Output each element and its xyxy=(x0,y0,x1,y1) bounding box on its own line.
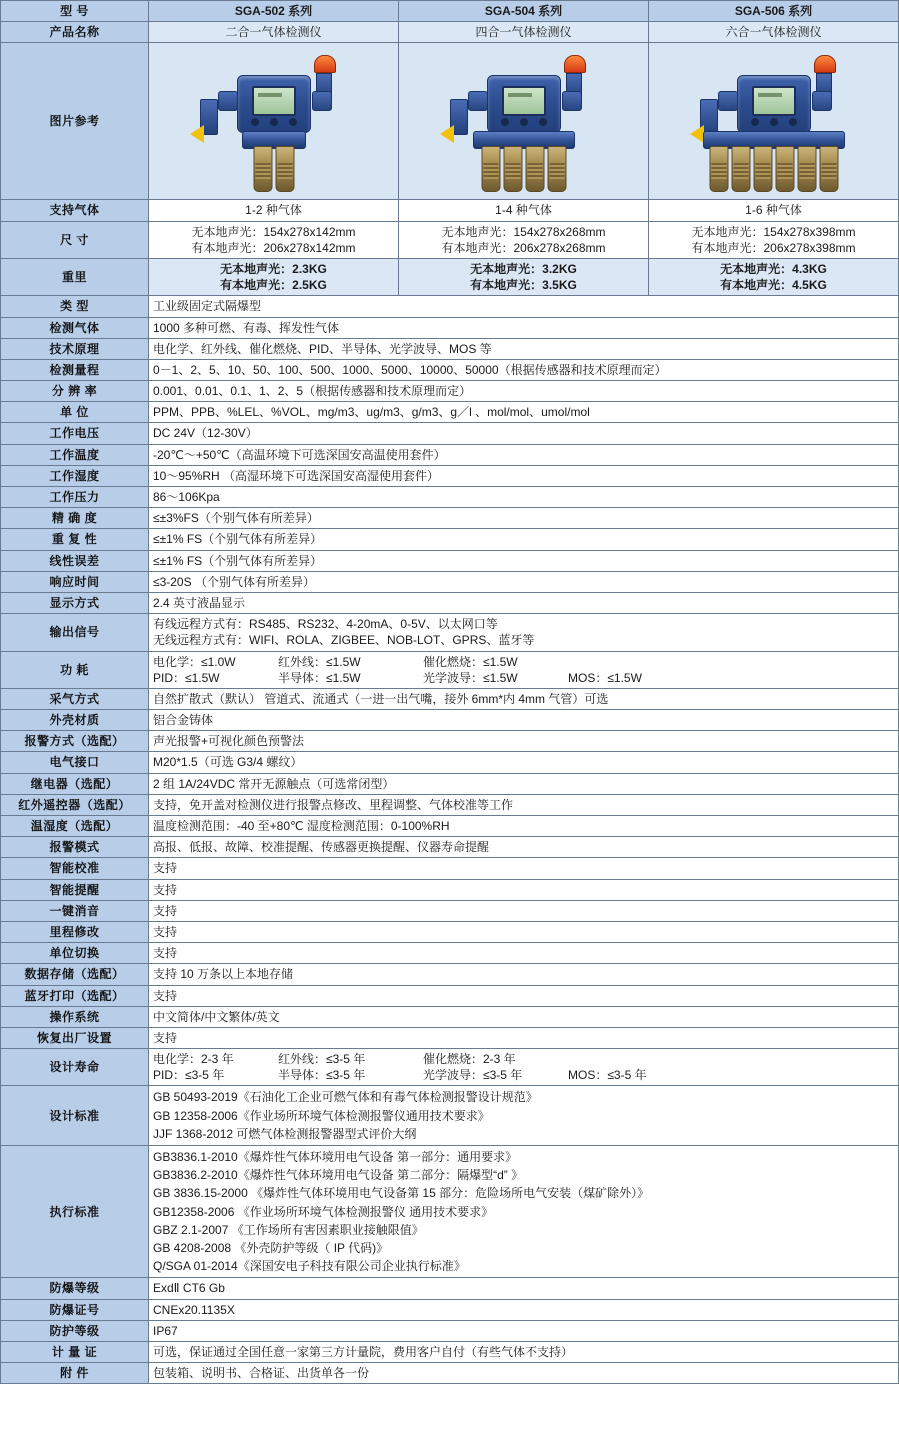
weight-3-line2: 有本地声光：4.5KG xyxy=(720,278,827,293)
row-value-ip-grade: IP67 xyxy=(149,1320,899,1341)
exec-standard-line-1: GB3836.1-2010《爆炸性气体环境用电气设备 第一部分：通用要求》 xyxy=(153,1150,518,1164)
table-row-accessories xyxy=(1,1363,899,1384)
row-value-linearity: ≤±1% FS（个别气体有所差异） xyxy=(149,550,899,571)
table-row-ip-grade xyxy=(1,1320,899,1341)
life-catalytic: 催化燃烧：2-3 年 xyxy=(423,1052,516,1067)
row-value-housing: 铝合金铸体 xyxy=(149,710,899,731)
design-standard-line-3: JJF 1368-2012 可燃气体检测报警器型式评价大纲 xyxy=(153,1126,417,1141)
row-label-exec-standard: 执行标准 xyxy=(1,1146,149,1278)
table-row-size xyxy=(1,221,899,258)
detector-buttons xyxy=(251,118,297,126)
cable-gland-right xyxy=(562,91,582,111)
sensor-group xyxy=(481,146,566,192)
weight-3 xyxy=(649,258,899,295)
product-name-1: 二合一气体检测仪 xyxy=(149,22,399,43)
table-row-linearity xyxy=(1,550,899,571)
table-row-exec-standard xyxy=(1,1146,899,1278)
row-value-sampling: 自然扩散式（默认） 管道式、流通式（一进一出气嘴，接外 6mm*内 4mm 气管）可选 xyxy=(149,688,899,709)
power-pid: PID：≤1.5W xyxy=(153,670,220,685)
table-row-housing xyxy=(1,710,899,731)
weight-3-line1: 无本地声光：4.3KG xyxy=(720,261,827,276)
exec-standard-line-5: GBZ 2.1-2007 《工作场所有害因素职业接触限值》 xyxy=(153,1222,424,1237)
row-label-work-pressure: 工作压力 xyxy=(1,487,149,508)
gas-detector-illustration-4 xyxy=(431,47,616,195)
product-name-2: 四合一气体检测仪 xyxy=(399,22,649,43)
table-row-data-storage xyxy=(1,964,899,985)
sensor-group xyxy=(709,146,838,192)
row-label-relay: 继电器（选配） xyxy=(1,773,149,794)
row-label-resolution: 分 辨 率 xyxy=(1,381,149,402)
row-label-unit: 单 位 xyxy=(1,402,149,423)
row-value-smart-reminder: 支持 xyxy=(149,879,899,900)
row-value-voltage: DC 24V（12-30V） xyxy=(149,423,899,444)
row-label-ir-remote: 红外遥控器（选配） xyxy=(1,794,149,815)
gas-detector-illustration-2 xyxy=(199,47,349,195)
table-row-voltage xyxy=(1,423,899,444)
row-label-size: 尺 寸 xyxy=(1,221,149,258)
row-value-display: 2.4 英寸液晶显示 xyxy=(149,592,899,613)
product-image-2 xyxy=(399,43,649,200)
table-row-type xyxy=(1,296,899,317)
table-row-model xyxy=(1,1,899,22)
row-value-exec-standard xyxy=(149,1146,899,1278)
row-value-work-pressure: 86～106Kpa xyxy=(149,487,899,508)
model-col-1: SGA-502 系列 xyxy=(149,1,399,22)
exec-standard-line-7: Q/SGA 01-2014《深国安电子科技有限公司企业执行标准》 xyxy=(153,1259,466,1274)
table-row-relay xyxy=(1,773,899,794)
row-label-accuracy: 精 确 度 xyxy=(1,508,149,529)
life-optical: 光学波导：≤3-5 年 xyxy=(423,1068,523,1083)
row-value-electrical-port: M20*1.5（可选 G3/4 螺纹） xyxy=(149,752,899,773)
row-value-data-storage: 支持 10 万条以上本地存储 xyxy=(149,964,899,985)
row-label-output-signal: 输出信号 xyxy=(1,614,149,651)
table-row-smart-reminder xyxy=(1,879,899,900)
cable-gland-left xyxy=(218,91,238,111)
row-value-unit: PPM、PPB、%LEL、%VOL、mg/m3、ug/m3、g/m3、g／l 、mol/mol、umol/mol xyxy=(149,402,899,423)
row-label-type: 类 型 xyxy=(1,296,149,317)
life-pid: PID：≤3-5 年 xyxy=(153,1068,225,1083)
row-value-repeatability: ≤±1% FS（个别气体有所差异） xyxy=(149,529,899,550)
alarm-light-icon xyxy=(814,55,834,95)
weight-1 xyxy=(149,258,399,295)
row-label-factory-reset: 恢复出厂设置 xyxy=(1,1027,149,1048)
row-label-display: 显示方式 xyxy=(1,592,149,613)
row-label-alarm-type: 报警方式（选配） xyxy=(1,731,149,752)
table-row-sampling xyxy=(1,688,899,709)
row-value-design-life xyxy=(149,1049,899,1086)
table-row-weight xyxy=(1,258,899,295)
row-value-relay: 2 组 1A/24VDC 常开无源触点（可选常闭型） xyxy=(149,773,899,794)
row-label-tech-principle: 技术原理 xyxy=(1,338,149,359)
table-row-ir-remote xyxy=(1,794,899,815)
row-value-metrology-cert: 可选，保证通过全国任意一家第三方计量院，费用客户自付（有些气体不支持） xyxy=(149,1341,899,1362)
table-row-os xyxy=(1,1006,899,1027)
table-row-image-ref xyxy=(1,43,899,200)
life-semiconductor: 半导体：≤3-5 年 xyxy=(278,1068,366,1083)
model-col-3: SGA-506 系列 xyxy=(649,1,899,22)
table-row-support-gas xyxy=(1,200,899,221)
row-label-linearity: 线性误差 xyxy=(1,550,149,571)
row-value-ir-remote: 支持，免开盖对检测仪进行报警点修改、里程调整、气体校准等工作 xyxy=(149,794,899,815)
row-value-mute: 支持 xyxy=(149,900,899,921)
life-infrared: 红外线：≤3-5 年 xyxy=(278,1052,366,1067)
row-label-ex-grade: 防爆等级 xyxy=(1,1278,149,1299)
life-mos: MOS：≤3-5 年 xyxy=(568,1068,647,1083)
table-row-power xyxy=(1,651,899,688)
row-label-metrology-cert: 计 量 证 xyxy=(1,1341,149,1362)
weight-2-line1: 无本地声光：3.2KG xyxy=(470,261,577,276)
row-label-range: 检测量程 xyxy=(1,359,149,380)
size-1 xyxy=(149,221,399,258)
size-1-line1: 无本地声光：154x278x142mm xyxy=(191,224,356,239)
row-label-housing: 外壳材质 xyxy=(1,710,149,731)
detector-display xyxy=(752,86,796,116)
product-name-3: 六合一气体检测仪 xyxy=(649,22,899,43)
table-row-display xyxy=(1,592,899,613)
row-label-product-name: 产品名称 xyxy=(1,22,149,43)
table-row-tech-principle xyxy=(1,338,899,359)
row-value-bluetooth-print: 支持 xyxy=(149,985,899,1006)
table-row-smart-calibration xyxy=(1,858,899,879)
table-row-unit xyxy=(1,402,899,423)
power-electrochemical: 电化学：≤1.0W xyxy=(153,654,236,669)
row-label-design-standard: 设计标准 xyxy=(1,1086,149,1146)
exec-standard-line-4: GB12358-2006 《作业场所环境气体检测报警仪 通用技术要求》 xyxy=(153,1204,494,1219)
product-image-1 xyxy=(149,43,399,200)
detector-body xyxy=(737,75,811,133)
table-row-bluetooth-print xyxy=(1,985,899,1006)
support-gas-3: 1-6 种气体 xyxy=(649,200,899,221)
table-row-design-life xyxy=(1,1049,899,1086)
row-value-os: 中文简体/中文繁体/英文 xyxy=(149,1006,899,1027)
row-value-accuracy: ≤±3%FS（个别气体有所差异） xyxy=(149,508,899,529)
design-standard-line-2: GB 12358-2006《作业场所环境气体检测报警仪通用技术要求》 xyxy=(153,1108,490,1123)
row-value-type: 工业级固定式隔爆型 xyxy=(149,296,899,317)
cable-gland-right xyxy=(812,91,832,111)
weight-1-line1: 无本地声光：2.3KG xyxy=(220,261,327,276)
design-standard-line-1: GB 50493-2019《石油化工企业可燃气体和有毒气体检测报警设计规范》 xyxy=(153,1090,538,1105)
power-semiconductor: 半导体：≤1.5W xyxy=(278,670,361,685)
exec-standard-line-6: GB 4208-2008 《外壳防护等级（ IP 代码)》 xyxy=(153,1240,389,1255)
row-value-tech-principle: 电化学、红外线、催化燃烧、PID、半导体、光学波导、MOS 等 xyxy=(149,338,899,359)
row-label-work-temp: 工作温度 xyxy=(1,444,149,465)
table-row-design-standard xyxy=(1,1086,899,1146)
weight-2-line2: 有本地声光：3.5KG xyxy=(470,278,577,293)
gas-detector-illustration-6 xyxy=(661,47,886,195)
table-row-response-time xyxy=(1,571,899,592)
row-value-range-modify: 支持 xyxy=(149,921,899,942)
size-3 xyxy=(649,221,899,258)
row-value-response-time: ≤3-20S （个别气体有所差异） xyxy=(149,571,899,592)
table-row-repeatability xyxy=(1,529,899,550)
weight-2 xyxy=(399,258,649,295)
table-row-product-name xyxy=(1,22,899,43)
table-row-work-temp xyxy=(1,444,899,465)
row-value-accessories: 包装箱、说明书、合格证、出货单各一份 xyxy=(149,1363,899,1384)
detector-display xyxy=(502,86,546,116)
table-row-alarm-type xyxy=(1,731,899,752)
row-label-accessories: 附 件 xyxy=(1,1363,149,1384)
power-line1 xyxy=(153,654,894,670)
row-label-temp-humidity: 温湿度（选配） xyxy=(1,816,149,837)
row-label-electrical-port: 电气接口 xyxy=(1,752,149,773)
table-row-accuracy xyxy=(1,508,899,529)
size-2-line1: 无本地声光：154x278x268mm xyxy=(441,224,606,239)
row-value-ex-cert: CNEx20.1135X xyxy=(149,1299,899,1320)
row-label-voltage: 工作电压 xyxy=(1,423,149,444)
size-3-line1: 无本地声光：154x278x398mm xyxy=(691,224,856,239)
table-row-range-modify xyxy=(1,921,899,942)
flow-arrow-icon xyxy=(440,125,454,143)
power-line2 xyxy=(153,670,894,686)
table-row-unit-switch xyxy=(1,943,899,964)
detector-buttons xyxy=(751,118,797,126)
row-value-ex-grade: ExdⅡ CT6 Gb xyxy=(149,1278,899,1299)
row-value-temp-humidity: 温度检测范围：-40 至+80℃ 湿度检测范围：0-100%RH xyxy=(149,816,899,837)
row-label-ex-cert: 防爆证号 xyxy=(1,1299,149,1320)
row-value-unit-switch: 支持 xyxy=(149,943,899,964)
table-row-temp-humidity xyxy=(1,816,899,837)
row-value-power xyxy=(149,651,899,688)
model-col-2: SGA-504 系列 xyxy=(399,1,649,22)
row-value-design-standard xyxy=(149,1086,899,1146)
row-value-factory-reset: 支持 xyxy=(149,1027,899,1048)
row-value-resolution: 0.001、0.01、0.1、1、2、5（根据传感器和技术原理而定） xyxy=(149,381,899,402)
table-row-work-pressure xyxy=(1,487,899,508)
table-row-factory-reset xyxy=(1,1027,899,1048)
size-2 xyxy=(399,221,649,258)
flow-arrow-icon xyxy=(190,125,204,143)
exec-standard-line-3: GB 3836.15-2000 《爆炸性气体环境用电气设备第 15 部分：危险场所电气安装（煤矿除外）》 xyxy=(153,1186,650,1201)
power-optical: 光学波导：≤1.5W xyxy=(423,670,518,685)
row-label-os: 操作系统 xyxy=(1,1006,149,1027)
support-gas-1: 1-2 种气体 xyxy=(149,200,399,221)
row-label-unit-switch: 单位切换 xyxy=(1,943,149,964)
product-image-3 xyxy=(649,43,899,200)
sensor-group xyxy=(253,146,294,192)
row-value-output-signal xyxy=(149,614,899,651)
table-row-ex-cert xyxy=(1,1299,899,1320)
design-life-line2 xyxy=(153,1067,894,1083)
size-1-line2: 有本地声光：206x278x142mm xyxy=(191,240,356,255)
row-label-support-gas: 支持气体 xyxy=(1,200,149,221)
power-infrared: 红外线：≤1.5W xyxy=(278,654,361,669)
row-label-design-life: 设计寿命 xyxy=(1,1049,149,1086)
row-label-range-modify: 里程修改 xyxy=(1,921,149,942)
exec-standard-line-2: GB3836.2-2010《爆炸性气体环境用电气设备 第二部分：隔爆型“d” 》 xyxy=(153,1168,524,1183)
table-row-metrology-cert xyxy=(1,1341,899,1362)
row-label-alarm-mode: 报警模式 xyxy=(1,837,149,858)
row-label-ip-grade: 防护等级 xyxy=(1,1320,149,1341)
power-catalytic: 催化燃烧：≤1.5W xyxy=(423,654,518,669)
table-row-electrical-port xyxy=(1,752,899,773)
table-row-work-humidity xyxy=(1,465,899,486)
row-label-power: 功 耗 xyxy=(1,651,149,688)
row-value-smart-calibration: 支持 xyxy=(149,858,899,879)
row-value-work-temp: -20℃～+50℃（高温环境下可选深国安高温使用套件） xyxy=(149,444,899,465)
alarm-light-icon xyxy=(564,55,584,95)
weight-1-line2: 有本地声光：2.5KG xyxy=(220,278,327,293)
cable-gland-left xyxy=(468,91,488,111)
detector-body xyxy=(237,75,311,133)
table-row-alarm-mode xyxy=(1,837,899,858)
detector-body xyxy=(487,75,561,133)
row-label-repeatability: 重 复 性 xyxy=(1,529,149,550)
flow-arrow-icon xyxy=(690,125,704,143)
table-row-output-signal xyxy=(1,614,899,651)
row-label-image-ref: 图片参考 xyxy=(1,43,149,200)
table-row-detect-gas xyxy=(1,317,899,338)
row-label-work-humidity: 工作湿度 xyxy=(1,465,149,486)
output-signal-line2: 无线远程方式有：WIFI、ROLA、ZIGBEE、NOB-LOT、GPRS、蓝牙等 xyxy=(153,633,535,648)
row-label-smart-reminder: 智能提醒 xyxy=(1,879,149,900)
row-label-mute: 一键消音 xyxy=(1,900,149,921)
power-mos: MOS：≤1.5W xyxy=(568,670,642,685)
cable-gland-right xyxy=(312,91,332,111)
row-value-range: 0－1、2、5、10、50、100、500、1000、5000、10000、50000（根据传感器和技术原理而定） xyxy=(149,359,899,380)
design-life-line1 xyxy=(153,1051,894,1067)
support-gas-2: 1-4 种气体 xyxy=(399,200,649,221)
detector-display xyxy=(252,86,296,116)
table-row-mute xyxy=(1,900,899,921)
row-label-bluetooth-print: 蓝牙打印（选配） xyxy=(1,985,149,1006)
detector-buttons xyxy=(501,118,547,126)
row-value-alarm-mode: 高报、低报、故障、校准提醒、传感器更换提醒、仪器寿命提醒 xyxy=(149,837,899,858)
size-3-line2: 有本地声光：206x278x398mm xyxy=(691,240,856,255)
row-label-sampling: 采气方式 xyxy=(1,688,149,709)
size-2-line2: 有本地声光：206x278x268mm xyxy=(441,240,606,255)
row-label-data-storage: 数据存储（选配） xyxy=(1,964,149,985)
row-label-detect-gas: 检测气体 xyxy=(1,317,149,338)
alarm-light-icon xyxy=(314,55,334,95)
row-label-response-time: 响应时间 xyxy=(1,571,149,592)
output-signal-line1: 有线远程方式有：RS485、RS232、4-20mA、0-5V、以太网口等 xyxy=(153,617,498,632)
table-row-ex-grade xyxy=(1,1278,899,1299)
row-value-alarm-type: 声光报警+可视化颜色预警法 xyxy=(149,731,899,752)
row-label-weight: 重里 xyxy=(1,258,149,295)
table-row-range xyxy=(1,359,899,380)
cable-gland-left xyxy=(718,91,738,111)
row-label-model: 型 号 xyxy=(1,1,149,22)
row-label-smart-calibration: 智能校准 xyxy=(1,858,149,879)
row-value-detect-gas: 1000 多种可燃、有毒、挥发性气体 xyxy=(149,317,899,338)
life-electrochemical: 电化学：2-3 年 xyxy=(153,1052,234,1067)
table-row-resolution xyxy=(1,381,899,402)
row-value-work-humidity: 10～95%RH （高湿环境下可选深国安高湿使用套件） xyxy=(149,465,899,486)
